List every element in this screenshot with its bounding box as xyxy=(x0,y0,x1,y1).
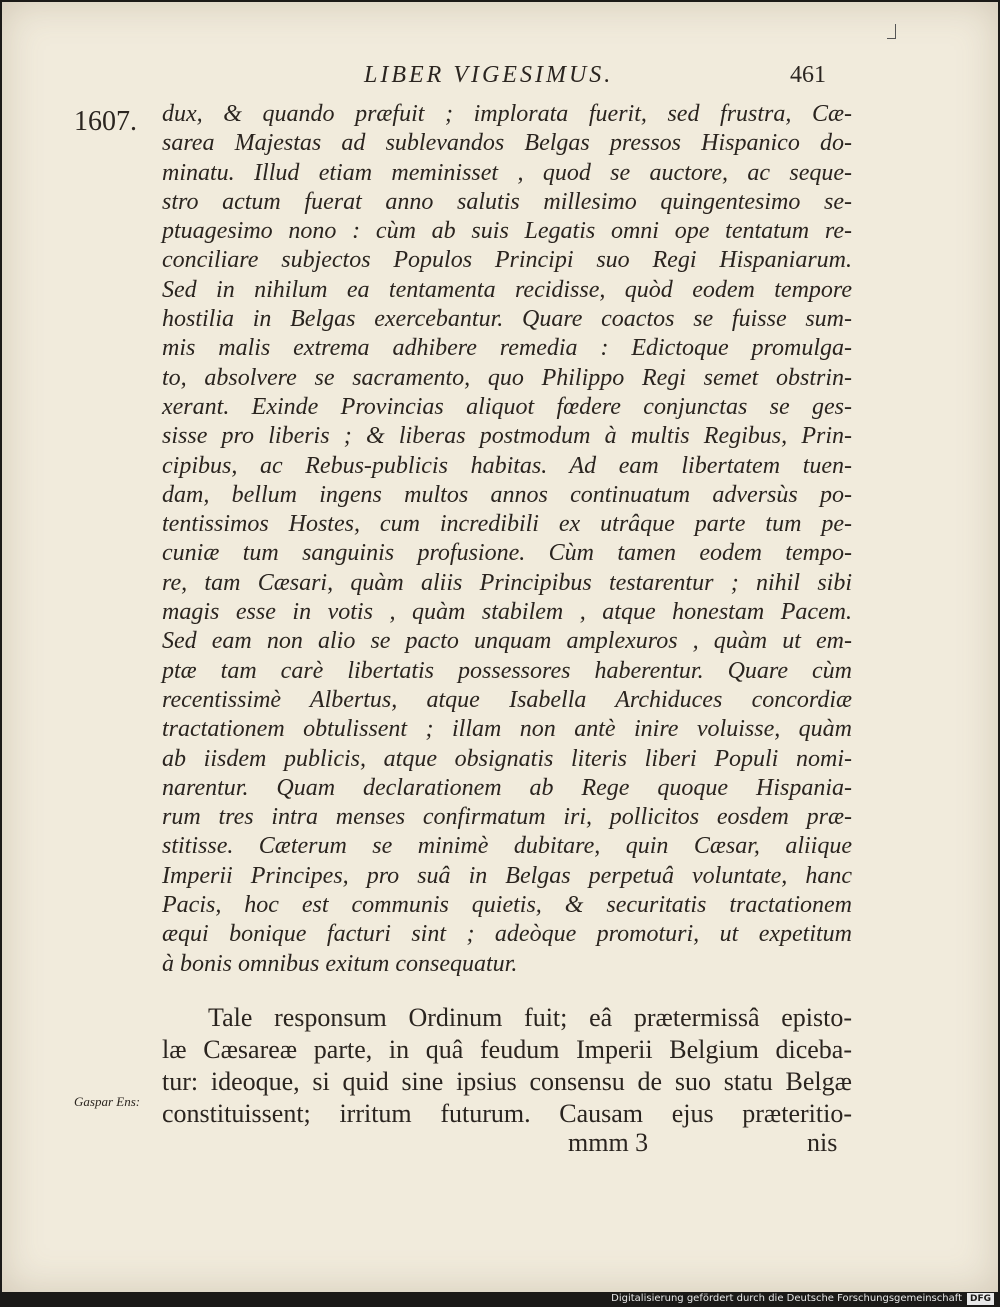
text-line: dam, bellum ingens multos annos continuatum adversùs po- xyxy=(162,481,852,508)
text-line: rum tres intra menses confirmatum iri, pollicitos eosdem præ- xyxy=(162,804,852,831)
margin-note: Gaspar Ens: xyxy=(74,1094,141,1109)
text-line: sisse pro liberis ; & liberas postmodum à multis Regibus, Prin- xyxy=(162,423,852,450)
text-line: cipibus, ac Rebus-publicis habitas. Ad eam libertatem tuen- xyxy=(162,452,852,479)
text-line: Imperii Principes, pro suâ in Belgas perpetuâ voluntate, hanc xyxy=(162,862,852,889)
roman-paragraph xyxy=(162,1002,852,1130)
crop-mark xyxy=(887,24,896,39)
text-line: læ Cæsareæ parte, in quâ feudum Imperii Belgium diceba- xyxy=(162,1035,852,1064)
italic-paragraph xyxy=(162,100,852,979)
signature-mark: mmm 3 xyxy=(568,1128,649,1157)
text-line: tractationem obtulissent ; illam non antè inire voluisse, quàm xyxy=(162,716,852,743)
text-line: Sed in nihilum ea tentamenta recidisse, quòd eodem tempore xyxy=(162,276,852,303)
margin-year: 1607. xyxy=(74,106,137,137)
text-line: conciliare subjectos Populos Principi suo Regi Hispaniarum. xyxy=(162,247,852,274)
text-line: minatu. Illud etiam meminisset , quod se auctore, ac seque- xyxy=(162,159,852,186)
text-line: stro actum fuerat anno salutis millesimo quingentesimo se- xyxy=(162,188,852,215)
text-line: re, tam Cæsari, quàm aliis Principibus testarentur ; nihil sibi xyxy=(162,569,852,596)
page-number: 461 xyxy=(790,62,826,88)
text-line: hostilia in Belgas exercebantur. Quare coactos se fuisse sum- xyxy=(162,306,852,333)
text-line: ptæ tam carè libertatis possessores haberentur. Quare cùm xyxy=(162,657,852,684)
text-line: recentissimè Albertus, atque Isabella Archiduces concordiæ xyxy=(162,686,852,713)
text-line: à bonis omnibus exitum consequatur. xyxy=(162,950,518,977)
text-line: sarea Majestas ad sublevandos Belgas pressos Hispanico do- xyxy=(162,130,852,157)
dfg-logo-icon: DFG xyxy=(967,1293,994,1305)
text-line: æqui bonique facturi sint ; adeòque promoturi, ut expetitum xyxy=(162,921,852,948)
text-line: xerant. Exinde Provincias aliquot fœdere conjunctas se ges- xyxy=(162,393,852,420)
digitization-credit: Digitalisierung gefördert durch die Deutsche Forschungsgemeinschaft xyxy=(611,1293,962,1304)
text-line: ab iisdem publicis, atque obsignatis literis liberi Populi nomi- xyxy=(162,745,852,772)
book-page xyxy=(2,2,998,1292)
catchword: nis xyxy=(807,1128,838,1157)
text-line: tentissimos Hostes, cum incredibili ex utrâque parte tum pe- xyxy=(162,511,852,538)
text-line: ptuagesimo nono : cùm ab suis Legatis omni ope tentatum re- xyxy=(162,218,852,245)
text-line: cuniæ tum sanguinis profusione. Cùm tamen eodem tempo- xyxy=(162,540,852,567)
running-title: LIBER VIGESIMUS. xyxy=(364,62,614,88)
text-line: Pacis, hoc est communis quietis, & securitatis tractationem xyxy=(162,892,852,919)
text-line: to, absolvere se sacramento, quo Philippo Regi semet obstrin- xyxy=(162,364,852,391)
text-line: Tale responsum Ordinum fuit; eâ prætermissâ episto- xyxy=(208,1003,852,1032)
text-line: Sed eam non alio se pacto unquam amplexuros , quàm ut em- xyxy=(162,628,852,655)
text-line: dux, & quando præfuit ; implorata fuerit, sed frustra, Cæ- xyxy=(162,101,852,127)
text-line: magis esse in votis , quàm stabilem , atque honestam Pacem. xyxy=(162,599,852,626)
text-line: tur: ideoque, si quid sine ipsius consensu de suo statu Belgæ xyxy=(162,1067,852,1096)
text-line: mis malis extrema adhibere remedia : Edictoque promulga- xyxy=(162,335,852,362)
text-line: stitisse. Cæterum se minimè dubitare, quin Cæsar, aliique xyxy=(162,833,852,860)
text-line: narentur. Quam declarationem ab Rege quoque Hispania- xyxy=(162,774,852,801)
text-line: constituissent; irritum futurum. Causam ejus præteritio- xyxy=(162,1099,852,1128)
